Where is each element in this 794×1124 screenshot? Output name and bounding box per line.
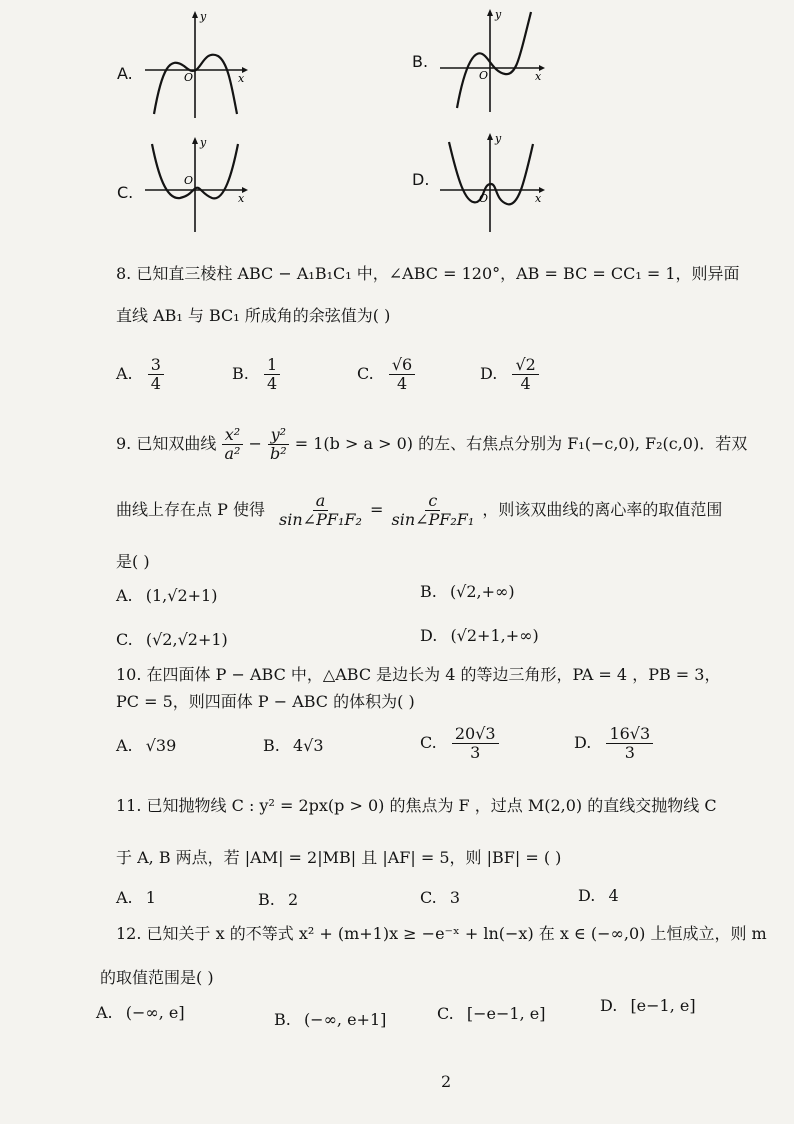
q9-option-b-text: (√2,+∞) xyxy=(449,582,515,601)
q9-frac-y xyxy=(267,426,290,463)
q8-option-a-den: 4 xyxy=(150,374,161,393)
q9-frac-a xyxy=(276,492,365,529)
q8-option-b-label: B. xyxy=(232,364,249,383)
q11-option-d-label: D. xyxy=(578,886,596,905)
q9-minus: − xyxy=(248,434,262,453)
q9-frac-c-num: c xyxy=(425,492,440,511)
q12-option-d-text: [e−1, e] xyxy=(630,996,696,1015)
q10-option-a xyxy=(116,736,176,755)
q11-option-b-label: B. xyxy=(258,890,275,909)
q10-option-c xyxy=(420,725,499,762)
q8-option-b-frac xyxy=(264,356,280,393)
q12-option-b-text: (−∞, e+1] xyxy=(303,1010,387,1029)
q8-option-c-frac xyxy=(389,356,415,393)
q8-option-a-label: A. xyxy=(116,364,133,383)
q9-option-d-label: D. xyxy=(420,626,438,645)
q12-option-d-label: D. xyxy=(600,996,618,1015)
q10-option-b xyxy=(263,736,324,755)
q8-option-a xyxy=(116,356,164,393)
q12-option-b-label: B. xyxy=(274,1010,291,1029)
q11-option-d-text: 4 xyxy=(608,886,619,905)
q10-option-c-den: 3 xyxy=(470,743,481,762)
q9-line2-prefix: 曲线上存在点 P 使得 xyxy=(116,500,265,519)
graph-d-origin-label: O xyxy=(479,192,489,205)
q8-option-b-den: 4 xyxy=(266,374,278,393)
graph-c-label: C. xyxy=(117,183,134,202)
q11-option-a xyxy=(116,888,156,907)
q11-option-b-text: 2 xyxy=(287,890,299,909)
q9-option-d xyxy=(420,626,539,645)
q10-line2: PC = 5，则四面体 P − ABC 的体积为( ) xyxy=(116,692,415,711)
graph-b-y-label: y xyxy=(495,8,502,21)
q8-option-d-num: √2 xyxy=(512,356,538,375)
graph-a-origin-label: O xyxy=(184,71,194,84)
q10-option-d-frac xyxy=(606,725,653,762)
q10-option-d-den: 3 xyxy=(624,743,635,762)
q12-line1: 12. 已知关于 x 的不等式 x² + (m+1)x ≥ −e⁻ˣ + ln(−x) 在 x ∈ (−∞,0) 上恒成立，则 m xyxy=(116,924,767,943)
q11-option-d xyxy=(578,886,619,905)
q9-frac-y-den: b² xyxy=(270,444,287,463)
graph-a-label: A. xyxy=(117,64,133,83)
q12-option-a xyxy=(96,1003,185,1022)
q12-option-c xyxy=(437,1004,545,1023)
graph-a xyxy=(140,8,250,120)
q9-frac-a-den: sin∠PF₁F₂ xyxy=(279,510,362,529)
q11-option-a-text: 1 xyxy=(145,888,156,907)
q9-frac-c xyxy=(388,492,477,529)
q8-option-d xyxy=(480,356,539,393)
q10-option-b-text: 4√3 xyxy=(292,736,324,755)
q9-option-a-label: A. xyxy=(116,586,133,605)
q8-option-c-num: √6 xyxy=(389,356,415,375)
q8-option-c-label: C. xyxy=(357,364,374,383)
q10-option-b-label: B. xyxy=(263,736,280,755)
q9-prefix: 9. 已知双曲线 xyxy=(116,434,217,453)
q8-line1: 8. 已知直三棱柱 ABC − A₁B₁C₁ 中，∠ABC = 120°，AB = BC = CC₁ = 1，则异面 xyxy=(116,264,740,283)
q9-line3: 是( ) xyxy=(116,552,150,571)
q9-option-a xyxy=(116,586,217,605)
q12-option-b xyxy=(274,1010,386,1029)
graph-d xyxy=(435,130,547,234)
graph-d-y-label: y xyxy=(495,132,502,145)
q11-option-a-label: A. xyxy=(116,888,133,907)
q10-option-d-num: 16√3 xyxy=(606,725,653,744)
q12-option-a-label: A. xyxy=(96,1003,113,1022)
q9-frac-a-num: a xyxy=(313,492,329,511)
q9-equals: = xyxy=(369,500,384,519)
q8-option-b-num: 1 xyxy=(264,356,280,375)
graph-c-x-label: x xyxy=(238,192,245,205)
q9-option-c-label: C. xyxy=(116,630,133,649)
q9-line2 xyxy=(116,490,722,530)
q11-line1: 11. 已知抛物线 C : y² = 2px(p > 0) 的焦点为 F ，过点 M(2,0) 的直线交抛物线 C xyxy=(116,796,717,815)
q10-option-a-text: √39 xyxy=(145,736,177,755)
graph-a-x-label: x xyxy=(238,72,245,85)
q9-equation-rest: = 1(b > a > 0) 的左、右焦点分别为 F₁(−c,0), F₂(c,0)．若双 xyxy=(294,434,748,453)
q10-line1: 10. 在四面体 P − ABC 中，△ABC 是边长为 4 的等边三角形，PA = 4 ，PB = 3， xyxy=(116,665,721,684)
q10-option-c-num: 20√3 xyxy=(452,725,499,744)
q9-option-b xyxy=(420,582,515,601)
q10-option-c-label: C. xyxy=(420,733,437,752)
q10-option-c-frac xyxy=(452,725,499,762)
graph-a-y-label: y xyxy=(200,10,207,23)
q12-option-c-label: C. xyxy=(437,1004,454,1023)
q10-option-d xyxy=(574,725,653,762)
graph-b-x-label: x xyxy=(535,70,542,83)
q12-line2: 的取值范围是( ) xyxy=(100,968,214,987)
q11-option-c-text: 3 xyxy=(449,888,461,907)
q12-option-a-text: (−∞, e] xyxy=(125,1003,185,1022)
q9-frac-x xyxy=(221,426,243,463)
q11-option-b xyxy=(258,890,298,909)
q9-option-b-label: B. xyxy=(420,582,437,601)
q8-option-d-frac xyxy=(512,356,538,393)
q10-option-a-label: A. xyxy=(116,736,133,755)
q12-option-d xyxy=(600,996,696,1015)
q8-option-d-label: D. xyxy=(480,364,498,383)
q9-option-a-text: (1,√2+1) xyxy=(145,586,218,605)
q11-line2: 于 A, B 两点，若 |AM| = 2|MB| 且 |AF| = 5，则 |BF| = ( ) xyxy=(116,848,562,867)
q9-option-d-text: (√2+1,+∞) xyxy=(450,626,539,645)
graph-b-origin-label: O xyxy=(479,69,489,82)
q9-line1 xyxy=(116,424,747,464)
graph-c-y-label: y xyxy=(200,136,207,149)
q8-option-b xyxy=(232,356,280,393)
q9-line2-suffix: ，则该双曲线的离心率的取值范围 xyxy=(482,500,723,519)
graph-c xyxy=(140,134,250,234)
graph-b xyxy=(435,6,547,116)
q8-option-c-den: 4 xyxy=(396,374,408,393)
q9-frac-x-den: a² xyxy=(224,444,241,463)
q12-option-c-text: [−e−1, e] xyxy=(466,1004,546,1023)
graph-b-label: B. xyxy=(412,52,429,71)
q8-option-c xyxy=(357,356,415,393)
graph-c-origin-label: O xyxy=(184,174,194,187)
q11-option-c xyxy=(420,888,460,907)
q9-frac-x-num: x² xyxy=(222,426,243,445)
q8-option-a-num: 3 xyxy=(148,356,164,375)
q9-option-c xyxy=(116,630,228,649)
graph-d-x-label: x xyxy=(535,192,542,205)
q8-option-d-den: 4 xyxy=(520,374,531,393)
q10-option-d-label: D. xyxy=(574,733,592,752)
graph-d-label: D. xyxy=(412,170,430,189)
q11-option-c-label: C. xyxy=(420,888,437,907)
q9-option-c-text: (√2,√2+1) xyxy=(145,630,228,649)
q9-frac-y-num: y² xyxy=(268,426,289,445)
page-number: 2 xyxy=(441,1072,452,1091)
q8-option-a-frac xyxy=(148,356,164,393)
q9-frac-c-den: sin∠PF₂F₁ xyxy=(391,510,475,529)
q8-line2: 直线 AB₁ 与 BC₁ 所成角的余弦值为( ) xyxy=(116,306,391,325)
